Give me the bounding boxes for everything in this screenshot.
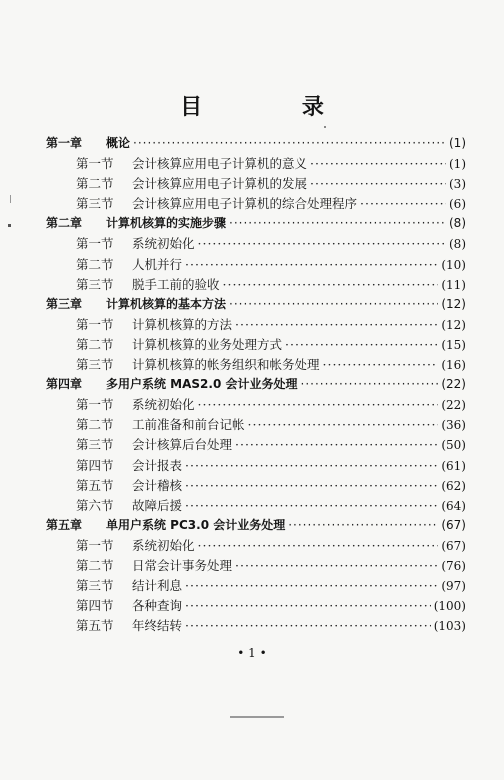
toc-chapter-row [46,516,466,536]
toc-entry-label [76,596,182,614]
toc-entry-title: 会计核算应用电子计算机的意义 [132,156,308,172]
dot-leader [235,317,438,332]
dot-leader [198,236,446,251]
toc-page-number: (12) [441,296,466,311]
toc-section-row [46,616,466,636]
toc-entry-title: 会计核算应用电子计算机的综合处理程序 [132,196,358,212]
toc-title: 目 录 [180,95,370,120]
dot-leader [229,297,438,311]
toc-section-row [46,435,466,455]
toc-page-number: (1) [449,157,466,172]
toc-entry-number: 第一节 [76,397,114,413]
dot-leader [185,618,431,633]
toc-page-number: (62) [441,478,466,493]
toc-entry-number: 第四章 [46,377,83,392]
toc-section-row [46,536,466,556]
toc-entry-title: 系统初始化 [132,537,195,553]
toc-entry-number: 第四节 [76,598,114,614]
toc-entry-number: 第一章 [46,136,83,150]
toc-page-number: (22) [441,398,466,413]
dot-leader [198,397,439,412]
toc-entry-title: 日常会计事务处理 [132,557,233,573]
scan-smudge [230,716,284,718]
toc-page-number: (8) [449,237,466,252]
toc-section-row [46,395,466,415]
toc-entry-number: 第三节 [76,437,114,453]
toc-page-number: (15) [441,337,466,352]
dot-leader [185,498,438,513]
toc-section-row [46,154,466,174]
toc-entry-title: 计算机核算的帐务组织和帐务处理 [132,357,320,373]
toc-section-row [46,174,466,194]
toc-entry-label [76,536,195,554]
toc-entry-title: 计算机核算的方法 [132,316,233,332]
toc-entry-title: 会计稽核 [132,477,183,493]
toc-section-row [46,355,466,375]
toc-entry-number: 第五章 [46,517,83,532]
toc-entry-label [76,476,182,494]
toc-section-row [46,496,466,516]
toc-entry-title: 故障后援 [132,497,183,513]
toc-entry-number: 第六节 [76,497,114,513]
toc-entry-number: 第五节 [76,477,114,493]
dot-leader [185,578,438,593]
toc-page-number: (50) [441,438,466,453]
toc-section-row [46,194,466,214]
toc-page-number: (36) [441,418,466,433]
toc-chapter-row [46,134,466,154]
scan-speck [324,126,326,128]
toc-entry-label [76,174,307,192]
toc-entry-label [76,275,220,293]
toc-chapter-row [46,295,466,315]
toc-entry-title: 计算机核算的业务处理方式 [132,336,283,352]
toc-section-row [46,234,466,254]
dot-leader [360,196,446,211]
toc-entry-label [46,214,226,231]
table-of-contents [46,134,466,636]
toc-entry-title: 计算机核算的实施步骤 [106,216,227,231]
toc-entry-title: 会计核算后台处理 [132,437,233,453]
dot-leader [185,257,438,272]
toc-entry-label [76,456,182,474]
toc-chapter-row [46,375,466,395]
toc-entry-label [76,576,182,594]
toc-section-row [46,476,466,496]
toc-entry-number: 第一节 [76,316,114,332]
toc-entry-number: 第二节 [76,417,114,433]
dot-leader [235,558,438,573]
toc-entry-label [76,234,195,252]
toc-page-number: (6) [449,197,466,212]
toc-entry-title: 年终结转 [132,618,183,634]
toc-entry-title: 多用户系统 MAS2.0 会计业务处理 [106,377,298,392]
toc-entry-label [76,315,232,333]
toc-entry-label [76,255,182,273]
toc-entry-label [76,556,232,574]
toc-page-number: (22) [441,377,466,392]
toc-page-number: (103) [433,619,466,634]
toc-page-number: (61) [441,458,466,473]
toc-entry-label [46,516,285,533]
toc-entry-number: 第三节 [76,357,114,373]
toc-entry-label [46,134,130,151]
toc-entry-label [76,415,245,433]
dot-leader [223,277,439,292]
toc-entry-number: 第三章 [46,296,83,311]
toc-entry-title: 系统初始化 [132,236,195,252]
toc-page-number: (67) [441,538,466,553]
toc-page-number: (1) [449,136,466,150]
dot-leader [235,437,438,452]
dot-leader [288,518,438,532]
toc-entry-number: 第二节 [76,176,114,192]
toc-entry-number: 第一节 [76,156,114,172]
toc-page-number: (100) [433,599,466,614]
dot-leader [198,538,439,553]
toc-entry-label [76,194,357,212]
dot-leader [248,417,439,432]
toc-entry-title: 脱手工前的验收 [132,276,220,292]
toc-page-number: (8) [449,216,466,231]
dot-leader [323,357,439,372]
toc-page-number: (64) [441,498,466,513]
toc-entry-label [76,435,232,453]
toc-page-number: (10) [441,257,466,272]
toc-entry-number: 第一节 [76,236,114,252]
toc-entry-label [76,616,182,634]
toc-entry-title: 单用户系统 PC3.0 会计业务处理 [106,517,286,532]
toc-entry-label [76,335,282,353]
toc-section-row [46,415,466,435]
toc-entry-label [76,154,307,172]
toc-page-number: (67) [441,517,466,532]
dot-leader [229,216,446,230]
toc-section-row [46,556,466,576]
toc-entry-title: 工前准备和前台记帐 [132,417,245,433]
toc-entry-title: 概论 [106,136,131,150]
toc-entry-label [76,355,320,373]
dot-leader [310,176,446,191]
toc-section-row [46,456,466,476]
toc-entry-number: 第一节 [76,537,114,553]
toc-page-number: (16) [441,358,466,373]
toc-page-number: (76) [441,558,466,573]
scan-speck [10,195,11,203]
toc-entry-number: 第二章 [46,216,83,231]
toc-entry-number: 第二节 [76,557,114,573]
toc-entry-number: 第二节 [76,256,114,272]
toc-entry-title: 会计报表 [132,457,183,473]
dot-leader [133,136,446,150]
toc-entry-number: 第二节 [76,336,114,352]
toc-entry-title: 结计利息 [132,578,183,594]
toc-entry-label [46,295,226,312]
toc-section-row [46,576,466,596]
toc-section-row [46,335,466,355]
dot-leader [301,377,439,391]
toc-entry-label [76,496,182,514]
dot-leader [185,598,431,613]
dot-leader [285,337,438,352]
dot-leader [310,156,446,171]
page-number: • 1 • [237,646,267,660]
toc-entry-title: 会计核算应用电子计算机的发展 [132,176,308,192]
toc-page-number: (97) [441,579,466,594]
toc-page-number: (11) [441,277,466,292]
toc-page-number: (3) [449,177,466,192]
toc-entry-number: 第三节 [76,276,114,292]
toc-entry-number: 第四节 [76,457,114,473]
dot-leader [185,478,438,493]
toc-entry-title: 人机并行 [132,256,183,272]
dot-leader [185,458,438,473]
toc-section-row [46,275,466,295]
toc-chapter-row [46,214,466,234]
toc-section-row [46,255,466,275]
toc-section-row [46,315,466,335]
toc-entry-label [76,395,195,413]
scan-speck [8,224,11,227]
toc-entry-label [46,375,298,392]
toc-entry-title: 各种查询 [132,598,183,614]
toc-section-row [46,596,466,616]
toc-entry-number: 第三节 [76,578,114,594]
toc-entry-number: 第三节 [76,196,114,212]
toc-entry-number: 第五节 [76,618,114,634]
toc-entry-title: 系统初始化 [132,397,195,413]
toc-page-number: (12) [441,317,466,332]
toc-entry-title: 计算机核算的基本方法 [106,296,227,311]
